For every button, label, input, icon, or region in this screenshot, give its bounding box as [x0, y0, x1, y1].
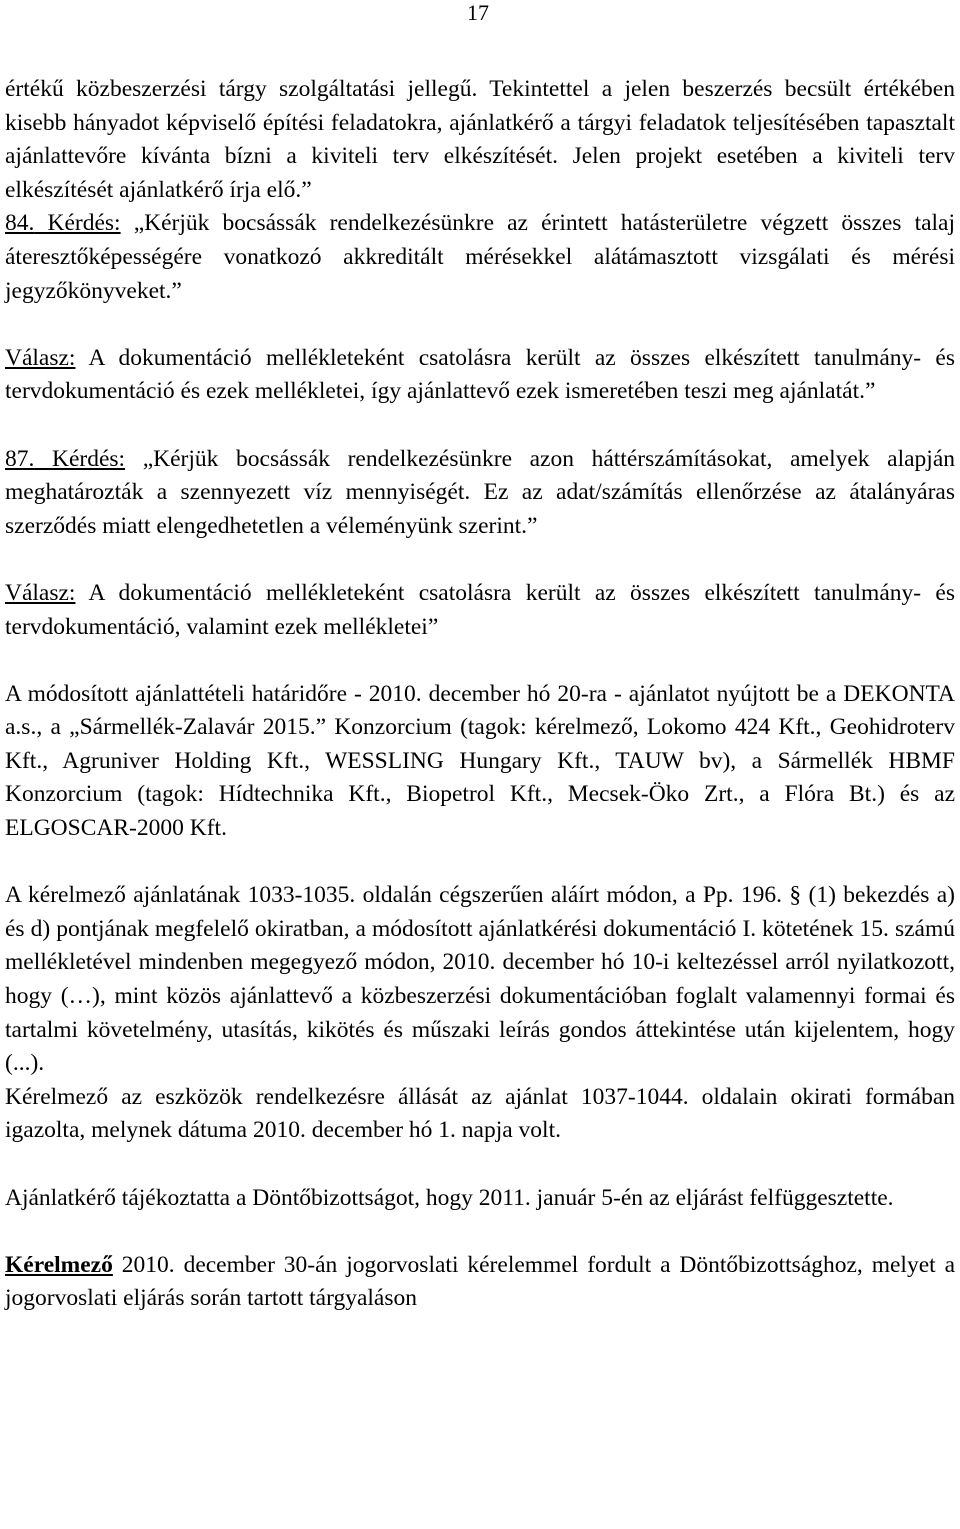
- answer-87-text: A dokumentáció mellékleteként csatolásra került az összes elkészített tanulmány- és tervdokumentáció, valamint ezek mellékletei”: [5, 579, 955, 640]
- page-number: 17: [467, 0, 489, 25]
- answer-84-text: A dokumentáció mellékleteként csatolásra került az összes elkészített tanulmány- és tervdokumentáció és ezek mellékletei, így ajánlattevő ezek ismeretében teszi meg ajánlatát.”: [5, 344, 955, 405]
- appeal-text: 2010. december 30-án jogorvoslati kérelemmel fordult a Döntőbizottsághoz, melyet a jogorvoslati eljárás során tartott tárgyaláson: [5, 1251, 955, 1312]
- answer-84-label: Válasz:: [5, 344, 76, 371]
- question-87-text: „Kérjük bocsássák rendelkezésünkre azon háttérszámításokat, amelyek alapján meghatározták a szennyezett víz mennyiségét. Ez az adat/számítás ellenőrzése az átalányáras szerződés miatt elengedhetetlen a véleményünk szerint.”: [5, 445, 956, 539]
- question-84-number: 84.: [5, 210, 35, 237]
- question-84-label: Kérdés:: [47, 210, 121, 237]
- question-87-label: Kérdés:: [52, 445, 126, 472]
- paragraph-deadline: A módosított ajánlattételi határidőre - 2010. december hó 20-ra - ajánlatot nyújtott be a DEKONTA a.s., a „Sármellék-Zalavár 2015.” Konzorcium (tagok: kérelmező, Lokomo 424 Kft., Geohidroterv Kft., Agruniver Holding Kft., WESSLING Hungary Kft., TAUW bv), a Sármellék HBMF Konzorcium (tagok: Hídtechnika Kft., Biopetrol Kft., Mecsek-Öko Zrt., a Flóra Bt.) és az ELGOSCAR-2000 Kft.: [5, 680, 955, 842]
- document-body: [5, 73, 955, 1316]
- question-87-number: 87.: [5, 445, 35, 472]
- appeal-label: Kérelmező: [5, 1251, 113, 1278]
- question-84: [5, 207, 955, 308]
- paragraph-tools: Kérelmező az eszközök rendelkezésre állását az ajánlat 1037-1044. oldalain okirati formában igazolta, melynek dátuma 2010. december hó 1. napja volt.: [5, 1083, 955, 1144]
- answer-84: [5, 342, 955, 409]
- paragraph-intro: értékű közbeszerzési tárgy szolgáltatási jellegű. Tekintettel a jelen beszerzés becsült értékében kisebb hányadot képviselő építési feladatokra, ajánlatkérő a tárgyi feladatok teljesítésében tapasztalt ajánlattevőre kívánta bízni a kiviteli terv elkészítését. Jelen projekt esetében a kiviteli terv elkészítését ajánlatkérő írja elő.”: [5, 76, 955, 203]
- paragraph-suspend: Ajánlatkérő tájékoztatta a Döntőbizottságot, hogy 2011. január 5-én az eljárást felfüggesztette.: [5, 1184, 894, 1211]
- question-84-text: „Kérjük bocsássák rendelkezésünkre az érintett hatásterületre végzett összes talaj áteresztőképességére vonatkozó akkreditált mérésekkel alátámasztott vizsgálati és mérési jegyzőkönyveket.”: [5, 210, 956, 304]
- paragraph-offer: A kérelmező ajánlatának 1033-1035. oldalán cégszerűen aláírt módon, a Pp. 196. § (1) bekezdés a) és d) pontjának megfelelő okiratban, a módosított ajánlatkérési dokumentáció I. kötetének 15. számú mellékletével mindenben megegyező módon, 2010. december hó 10-i keltezéssel arról nyilatkozott, hogy (…), mint közös ajánlattevő a közbeszerzési dokumentációban foglalt valamennyi formai és tartalmi követelmény, utasítás, kikötés és műszaki leírás gondos áttekintése után kijelentem, hogy (...).: [5, 882, 955, 1077]
- answer-87: [5, 577, 955, 644]
- answer-87-label: Válasz:: [5, 579, 76, 606]
- paragraph-appeal: [5, 1249, 955, 1316]
- question-87: [5, 443, 955, 544]
